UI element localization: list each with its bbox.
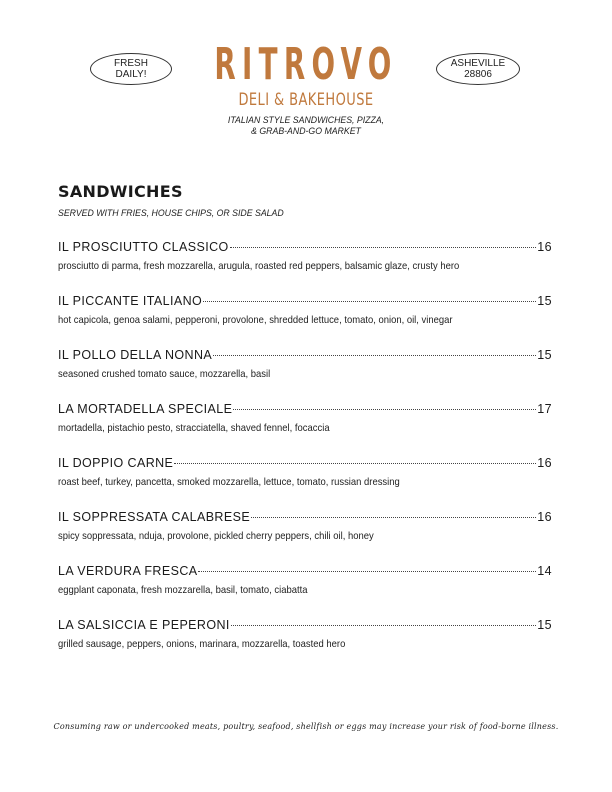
menu-item-price: 15	[537, 348, 552, 362]
restaurant-subtitle: DELI & BAKEHOUSE	[238, 90, 374, 110]
menu-item-description: seasoned crushed tomato sauce, mozzarella, basil	[58, 368, 271, 380]
menu-item-name: IL DOPPIO CARNE	[58, 456, 174, 470]
dot-leader	[174, 463, 536, 464]
dot-leader	[233, 409, 536, 410]
menu-item-price: 15	[537, 618, 552, 632]
menu-item-name: IL PROSCIUTTO CLASSICO	[58, 240, 229, 254]
menu-item	[58, 240, 552, 294]
fresh-daily-badge: FRESH DAILY!	[90, 53, 172, 85]
menu-item	[58, 402, 552, 456]
menu-item-description: eggplant caponata, fresh mozzarella, basil, tomato, ciabatta	[58, 584, 308, 596]
food-safety-disclaimer: Consuming raw or undercooked meats, poultry, seafood, shellfish or eggs may increase your risk of food-borne illness.	[53, 722, 559, 731]
section-subtitle: SERVED WITH FRIES, HOUSE CHIPS, OR SIDE SALAD	[58, 208, 284, 219]
menu-items-list	[58, 240, 552, 672]
dot-leader	[213, 355, 536, 356]
menu-item-name: IL PICCANTE ITALIANO	[58, 294, 203, 308]
menu-item-price: 15	[537, 294, 552, 308]
dot-leader	[198, 571, 536, 572]
menu-item	[58, 294, 552, 348]
menu-item-name: LA MORTADELLA SPECIALE	[58, 402, 233, 416]
menu-item-name: LA SALSICCIA E PEPERONI	[58, 618, 230, 632]
menu-item-description: spicy soppressata, nduja, provolone, pickled cherry peppers, chili oil, honey	[58, 530, 374, 542]
dot-leader	[231, 625, 537, 626]
menu-item-name: IL POLLO DELLA NONNA	[58, 348, 213, 362]
menu-item	[58, 564, 552, 618]
menu-item-description: hot capicola, genoa salami, pepperoni, provolone, shredded lettuce, tomato, onion, oil, vinegar	[58, 314, 453, 326]
dot-leader	[251, 517, 536, 518]
menu-item-description: roast beef, turkey, pancetta, smoked mozzarella, lettuce, tomato, russian dressing	[58, 476, 400, 488]
menu-item-description: prosciutto di parma, fresh mozzarella, arugula, roasted red peppers, balsamic glaze, crusty hero	[58, 260, 460, 272]
menu-item-description: grilled sausage, peppers, onions, marinara, mozzarella, toasted hero	[58, 638, 346, 650]
menu-item	[58, 510, 552, 564]
menu-item-name: IL SOPPRESSATA CALABRESE	[58, 510, 251, 524]
dot-leader	[230, 247, 537, 248]
section-title: SANDWICHES	[58, 182, 183, 201]
menu-item-price: 16	[537, 240, 552, 254]
menu-item	[58, 348, 552, 402]
menu-item	[58, 456, 552, 510]
menu-item-description: mortadella, pistachio pesto, stracciatella, shaved fennel, focaccia	[58, 422, 330, 434]
menu-item-price: 16	[537, 456, 552, 470]
menu-item-price: 14	[537, 564, 552, 578]
menu-item-price: 17	[537, 402, 552, 416]
location-badge: ASHEVILLE 28806	[436, 53, 520, 85]
restaurant-tagline: ITALIAN STYLE SANDWICHES, PIZZA, & GRAB-AND-GO MARKET	[227, 115, 385, 137]
dot-leader	[203, 301, 536, 302]
menu-item-price: 16	[537, 510, 552, 524]
menu-item-name: LA VERDURA FRESCA	[58, 564, 198, 578]
restaurant-logo: RITROVO	[214, 39, 398, 90]
menu-item	[58, 618, 552, 672]
